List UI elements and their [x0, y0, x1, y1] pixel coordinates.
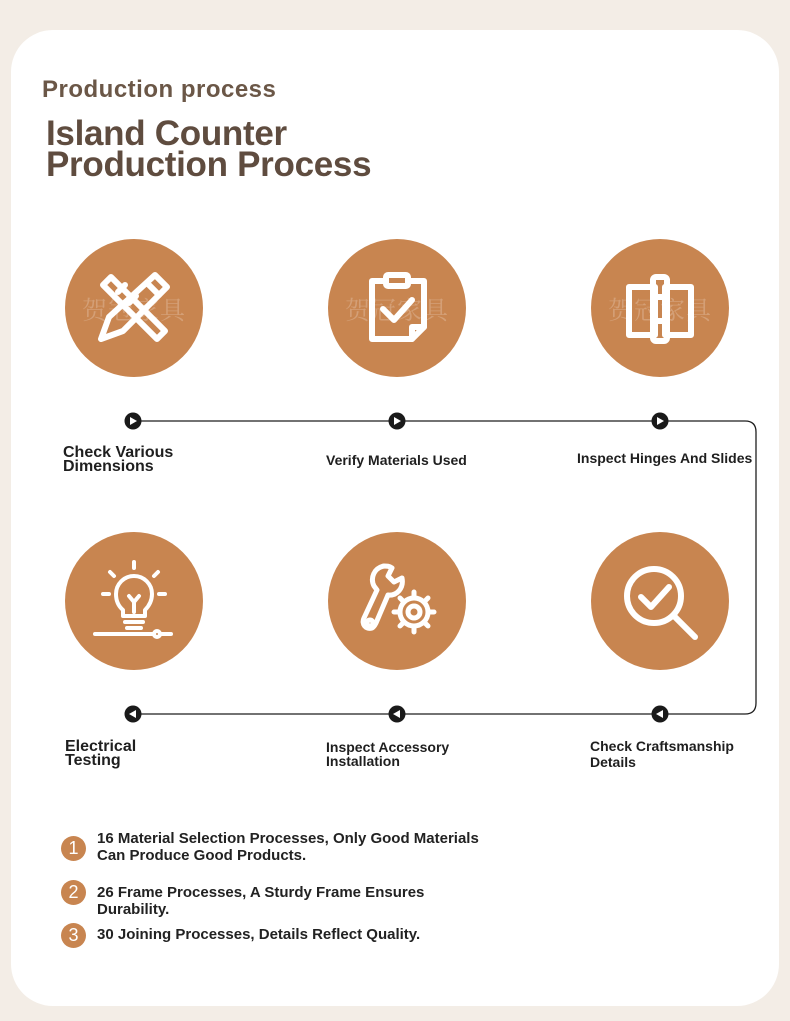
eyebrow-heading: Production process	[42, 76, 277, 103]
watermark: 贺冠家具	[607, 296, 712, 325]
title-line-2: Production Process	[46, 145, 372, 184]
number-badge: 2	[61, 880, 86, 905]
number-badge: 3	[61, 923, 86, 948]
number-badge: 1	[61, 836, 86, 861]
title-line-1: Island Counter	[46, 114, 287, 153]
watermark: 贺冠家具	[81, 296, 186, 325]
step-circle-3	[591, 239, 729, 377]
step-label-5: Inspect Accessory Installation	[326, 739, 450, 769]
list-item	[61, 880, 497, 918]
magnifier-check-icon	[591, 532, 729, 670]
step-label-1: Check Various Dimensions	[63, 444, 174, 475]
ruler-pencil-icon	[65, 239, 203, 377]
step-label-6: Check Craftsmanship Details	[590, 738, 734, 770]
clipboard-check-icon	[328, 239, 466, 377]
hinge-icon	[591, 239, 729, 377]
wrench-gear-icon	[328, 532, 466, 670]
step-circle-5	[328, 532, 466, 670]
step-label-3: Inspect Hinges And Slides	[577, 450, 753, 466]
list-item	[61, 830, 497, 864]
page-title	[46, 114, 372, 184]
step-label-2: Verify Materials Used	[326, 452, 467, 468]
step-circle-6	[591, 532, 729, 670]
step-circle-1	[65, 239, 203, 377]
step-label-4: Electrical Testing	[65, 738, 137, 769]
list-item	[61, 923, 497, 948]
list-item-text: 30 Joining Processes, Details Reflect Quality.	[97, 926, 421, 943]
lightbulb-icon	[65, 532, 203, 670]
list-item-text: 16 Material Selection Processes, Only Good Materials Can Produce Good Products.	[97, 830, 479, 864]
step-circle-4	[65, 532, 203, 670]
list-item-text: 26 Frame Processes, A Sturdy Frame Ensures Durability.	[97, 884, 425, 918]
step-circle-2	[328, 239, 466, 377]
watermark: 贺冠家具	[344, 296, 449, 325]
